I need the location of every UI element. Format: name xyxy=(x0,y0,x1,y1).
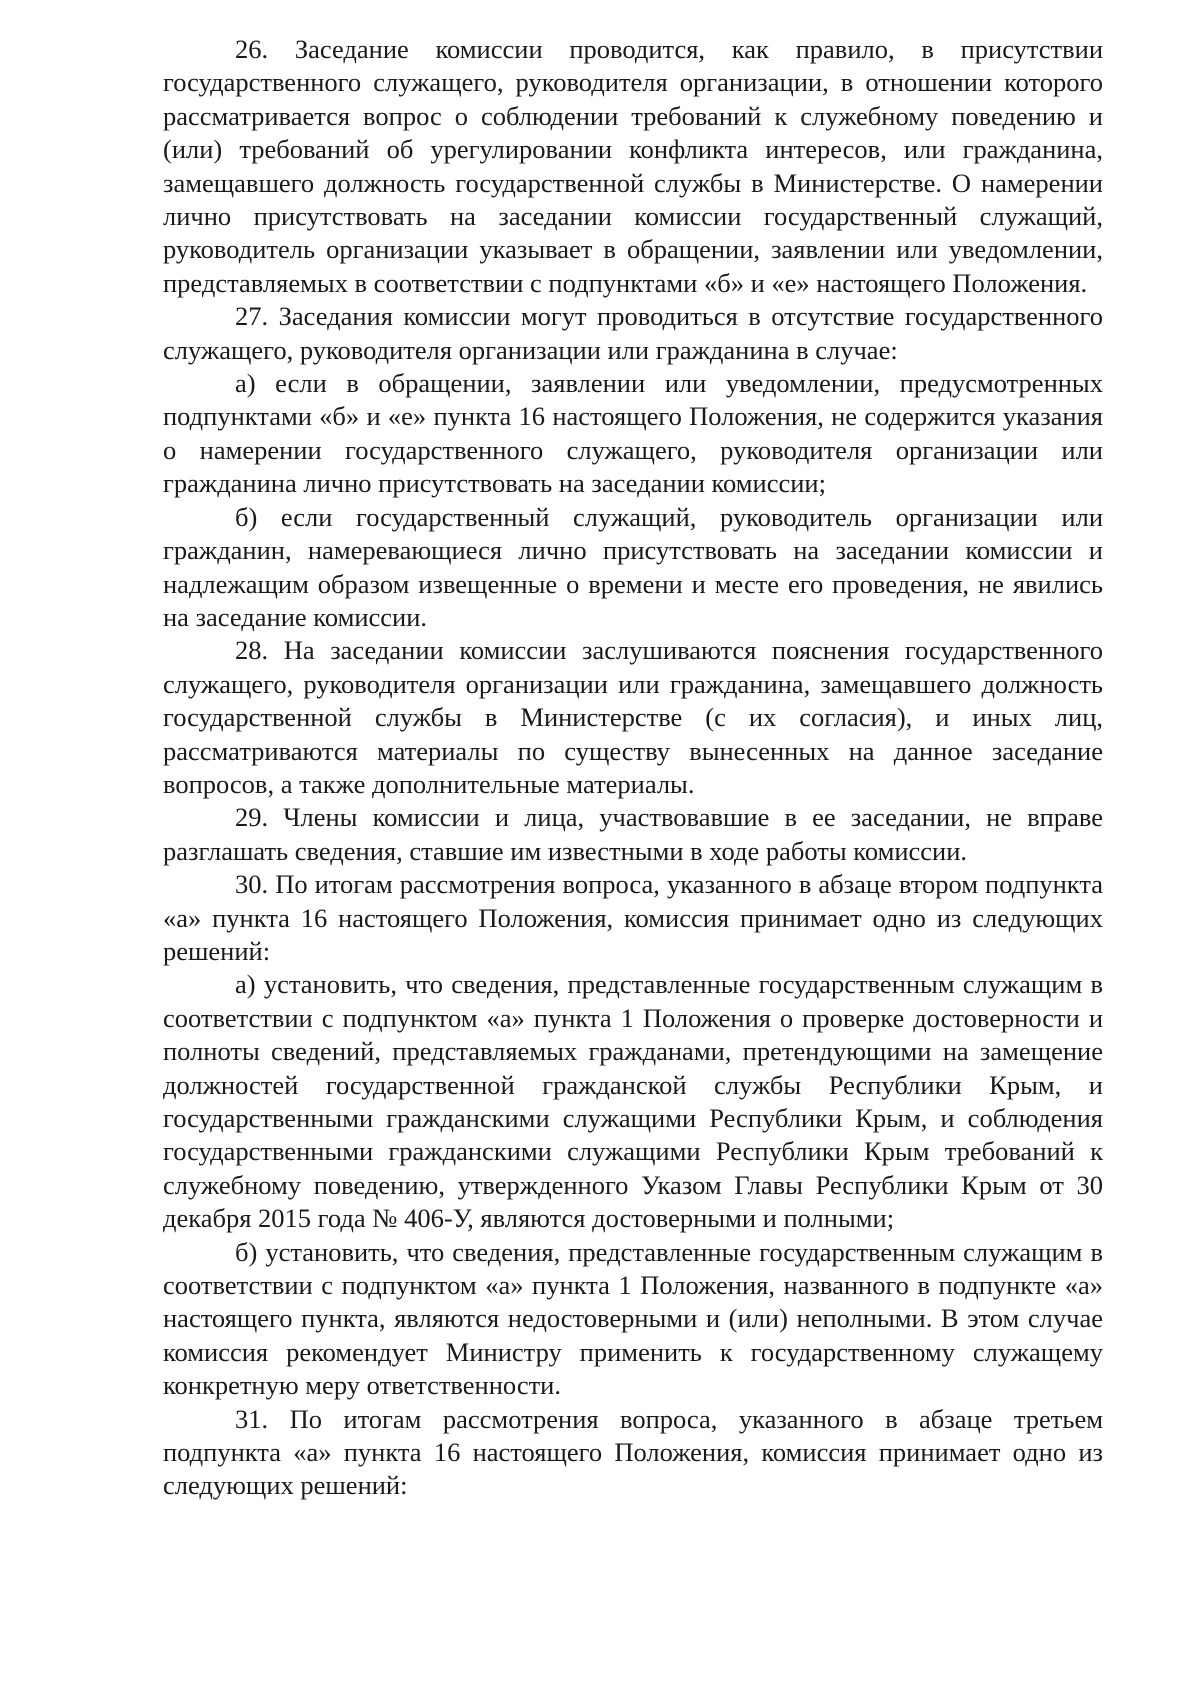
paragraph-26: 26. Заседание комиссии проводится, как правило, в присутствии государственного служащего, руководителя организации, в отношении которого рассматривается вопрос о соблюдении требований к служебному поведению и (или) требований об урегулировании конфликта интересов, или гражданина, замещавшего должность государственной службы в Министерстве. О намерении лично присутствовать на заседании комиссии государственный служащий, руководитель организации указывает в обращении, заявлении или уведомлении, представляемых в соответствии с подпунктами «б» и «е» настоящего Положения. xyxy=(163,34,1103,298)
document-body xyxy=(163,33,1103,1503)
paragraph-30: 30. По итогам рассмотрения вопроса, указанного в абзаце втором подпункта «а» пункта 16 настоящего Положения, комиссия принимает одно из следующих решений: xyxy=(163,869,1103,966)
paragraph-27-b: б) если государственный служащий, руководитель организации или гражданин, намеревающиеся лично присутствовать на заседании комиссии и надлежащим образом извещенные о времени и месте его проведения, не явились на заседание комиссии. xyxy=(163,501,1103,632)
paragraph-28: 28. На заседании комиссии заслушиваются пояснения государственного служащего, руководителя организации или гражданина, замещавшего должность государственной службы в Министерстве (с их согласия), и иных лиц, рассматриваются материалы по существу вынесенных на данное заседание вопросов, а также дополнительные материалы. xyxy=(163,635,1103,799)
paragraph-27-a: а) если в обращении, заявлении или уведомлении, предусмотренных подпунктами «б» и «е» пункта 16 настоящего Положения, не содержится указания о намерении государственного служащего, руководителя организации или гражданина лично присутствовать на заседании комиссии; xyxy=(163,368,1103,499)
paragraph-27: 27. Заседания комиссии могут проводиться в отсутствие государственного служащего, руководителя организации или гражданина в случае: xyxy=(163,301,1103,365)
paragraph-31: 31. По итогам рассмотрения вопроса, указанного в абзаце третьем подпункта «а» пункта 16 настоящего Положения, комиссия принимает одно из следующих решений: xyxy=(163,1403,1103,1501)
paragraph-29: 29. Члены комиссии и лица, участвовавшие в ее заседании, не вправе разглашать сведения, ставшие им известными в ходе работы комиссии. xyxy=(163,802,1103,866)
paragraph-30-b: б) установить, что сведения, представленные государственным служащим в соответствии с подпунктом «а» пункта 1 Положения, названного в подпункте «а» настоящего пункта, являются недостоверными и (или) неполными. В этом случае комиссия рекомендует Министру применить к государственному служащему конкретную меру ответственности. xyxy=(163,1236,1103,1401)
paragraph-30-a: а) установить, что сведения, представленные государственным служащим в соответствии с подпунктом «а» пункта 1 Положения о проверке достоверности и полноты сведений, представляемых гражданами, претендующими на замещение должностей государственной гражданской службы Республики Крым, и государственными гражданскими служащими Республики Крым, и соблюдения государственными гражданскими служащими Республики Крым требований к служебному поведению, утвержденного Указом Главы Республики Крым от 30 декабря 2015 года № 406-У, являются достоверными и полными; xyxy=(163,969,1103,1234)
